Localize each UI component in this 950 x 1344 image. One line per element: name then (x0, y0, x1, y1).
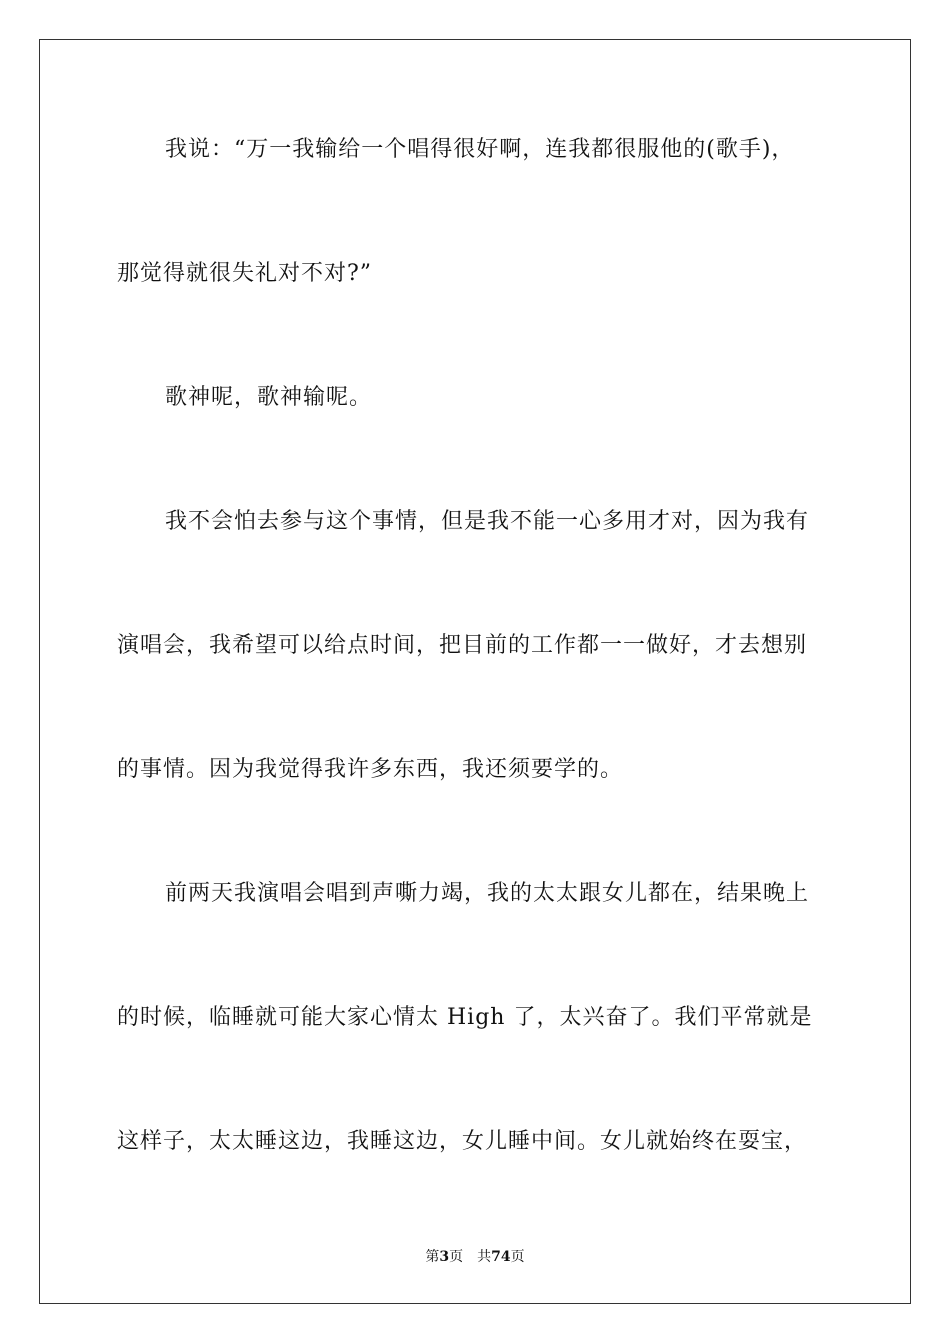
paragraph-line-9: 这样子，太太睡这边，我睡这边，女儿睡中间。女儿就始终在耍宝， (117, 1129, 808, 1154)
page-suffix: 页 (449, 1249, 464, 1265)
paragraph-line-4: 我不会怕去参与这个事情，但是我不能一心多用才对，因为我有 (165, 509, 810, 534)
total-pages: 74 (491, 1249, 511, 1265)
page-footer (0, 1248, 950, 1266)
page-border (39, 39, 911, 1304)
paragraph-line-8: 的时候，临睡就可能大家心情太 High 了，太兴奋了。我们平常就是 (117, 1005, 813, 1030)
paragraph-line-2: 那觉得就很失礼对不对?” (117, 261, 373, 286)
page-prefix: 第 (425, 1249, 440, 1265)
page-number: 3 (439, 1249, 450, 1265)
paragraph-line-7: 前两天我演唱会唱到声嘶力竭，我的太太跟女儿都在，结果晚上 (165, 881, 810, 906)
paragraph-line-5: 演唱会，我希望可以给点时间，把目前的工作都一一做好，才去想别 (117, 633, 808, 658)
total-suffix: 页 (510, 1249, 525, 1265)
total-prefix: 共 (477, 1249, 492, 1265)
paragraph-line-6: 的事情。因为我觉得我许多东西，我还须要学的。 (117, 757, 624, 782)
paragraph-line-1: 我说：“万一我输给一个唱得很好啊，连我都很服他的(歌手)， (165, 137, 795, 162)
paragraph-line-3: 歌神呢，歌神输呢。 (165, 385, 373, 410)
